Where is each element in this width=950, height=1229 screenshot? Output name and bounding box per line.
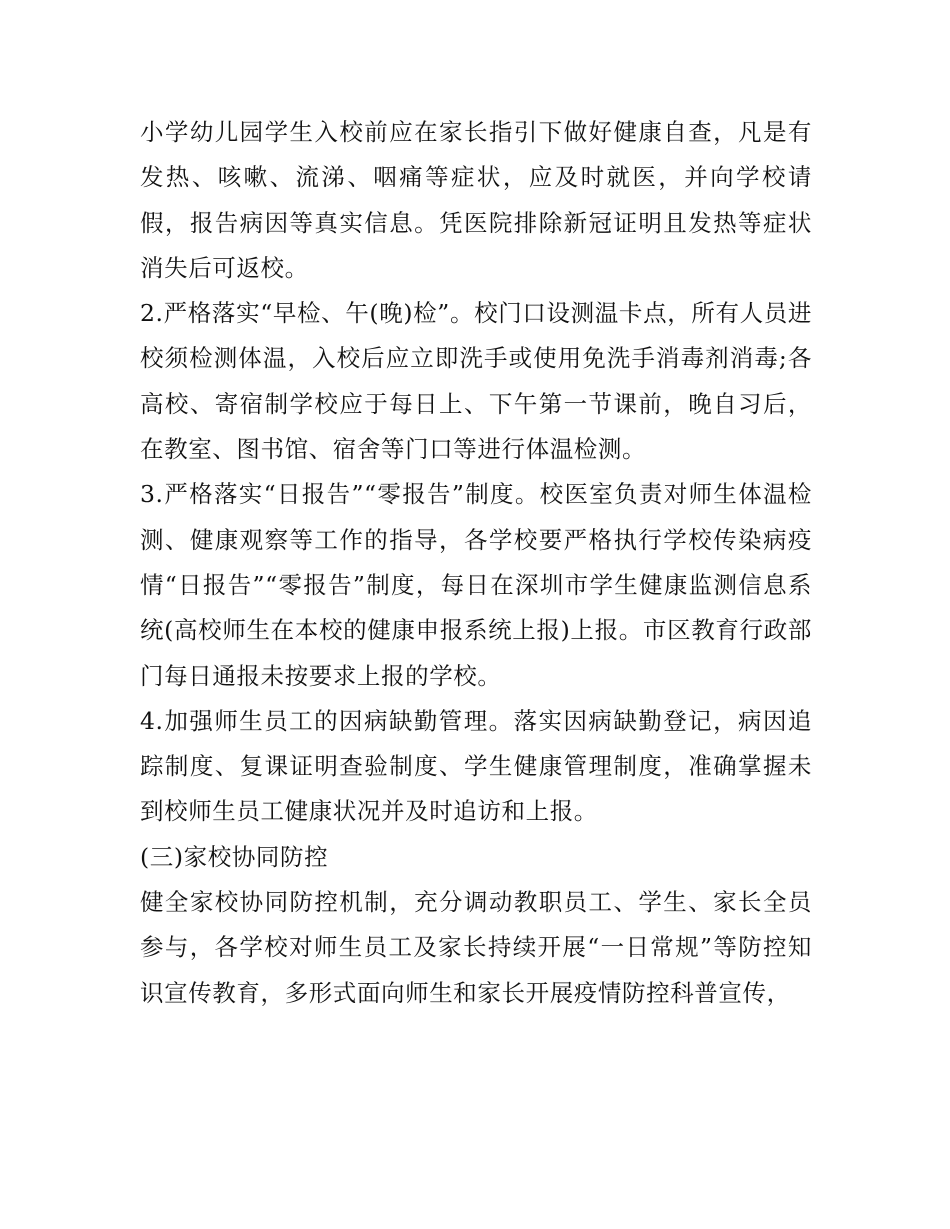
section-heading-home-school: (三)家校协同防控 xyxy=(140,842,329,871)
paragraph-self-check: 小学幼儿园学生入校前应在家长指引下做好健康自查，凡是有发热、咳嗽、流涕、咽痛等症状，应及时就医，并向学校请假，报告病因等真实信息。凭医院排除新冠证明且发热等症状消失后可返校。 xyxy=(140,118,812,282)
paragraph-morning-noon-check: 2.严格落实“早检、午(晚)检”。校门口设测温卡点，所有人员进校须检测体温，入校后应立即洗手或使用免洗手消毒剂消毒;各高校、寄宿制学校应于每日上、下午第一节课前，晚自习后，在教室、图书馆、宿舍等门口等进行体温检测。 xyxy=(140,299,812,464)
paragraph-home-school-mechanism: 健全家校协同防控机制，充分调动教职员工、学生、家长全员参与，各学校对师生员工及家长持续开展“一日常规”等防控知识宣传教育，多形式面向师生和家长开展疫情防控科普宣传， xyxy=(140,888,812,1007)
document-page xyxy=(140,110,812,1016)
paragraph-absence-management: 4.加强师生员工的因病缺勤管理。落实因病缺勤登记，病因追踪制度、复课证明查验制度、学生健康管理制度，准确掌握未到校师生员工健康状况并及时追访和上报。 xyxy=(140,706,812,826)
paragraph-daily-report: 3.严格落实“日报告”“零报告”制度。校医室负责对师生体温检测、健康观察等工作的指导，各学校要严格执行学校传染病疫情“日报告”“零报告”制度，每日在深圳市学生健康监测信息系统(高校师生在本校的健康申报系统上报)上报。市区教育行政部门每日通报未按要求上报的学校。 xyxy=(140,480,812,690)
